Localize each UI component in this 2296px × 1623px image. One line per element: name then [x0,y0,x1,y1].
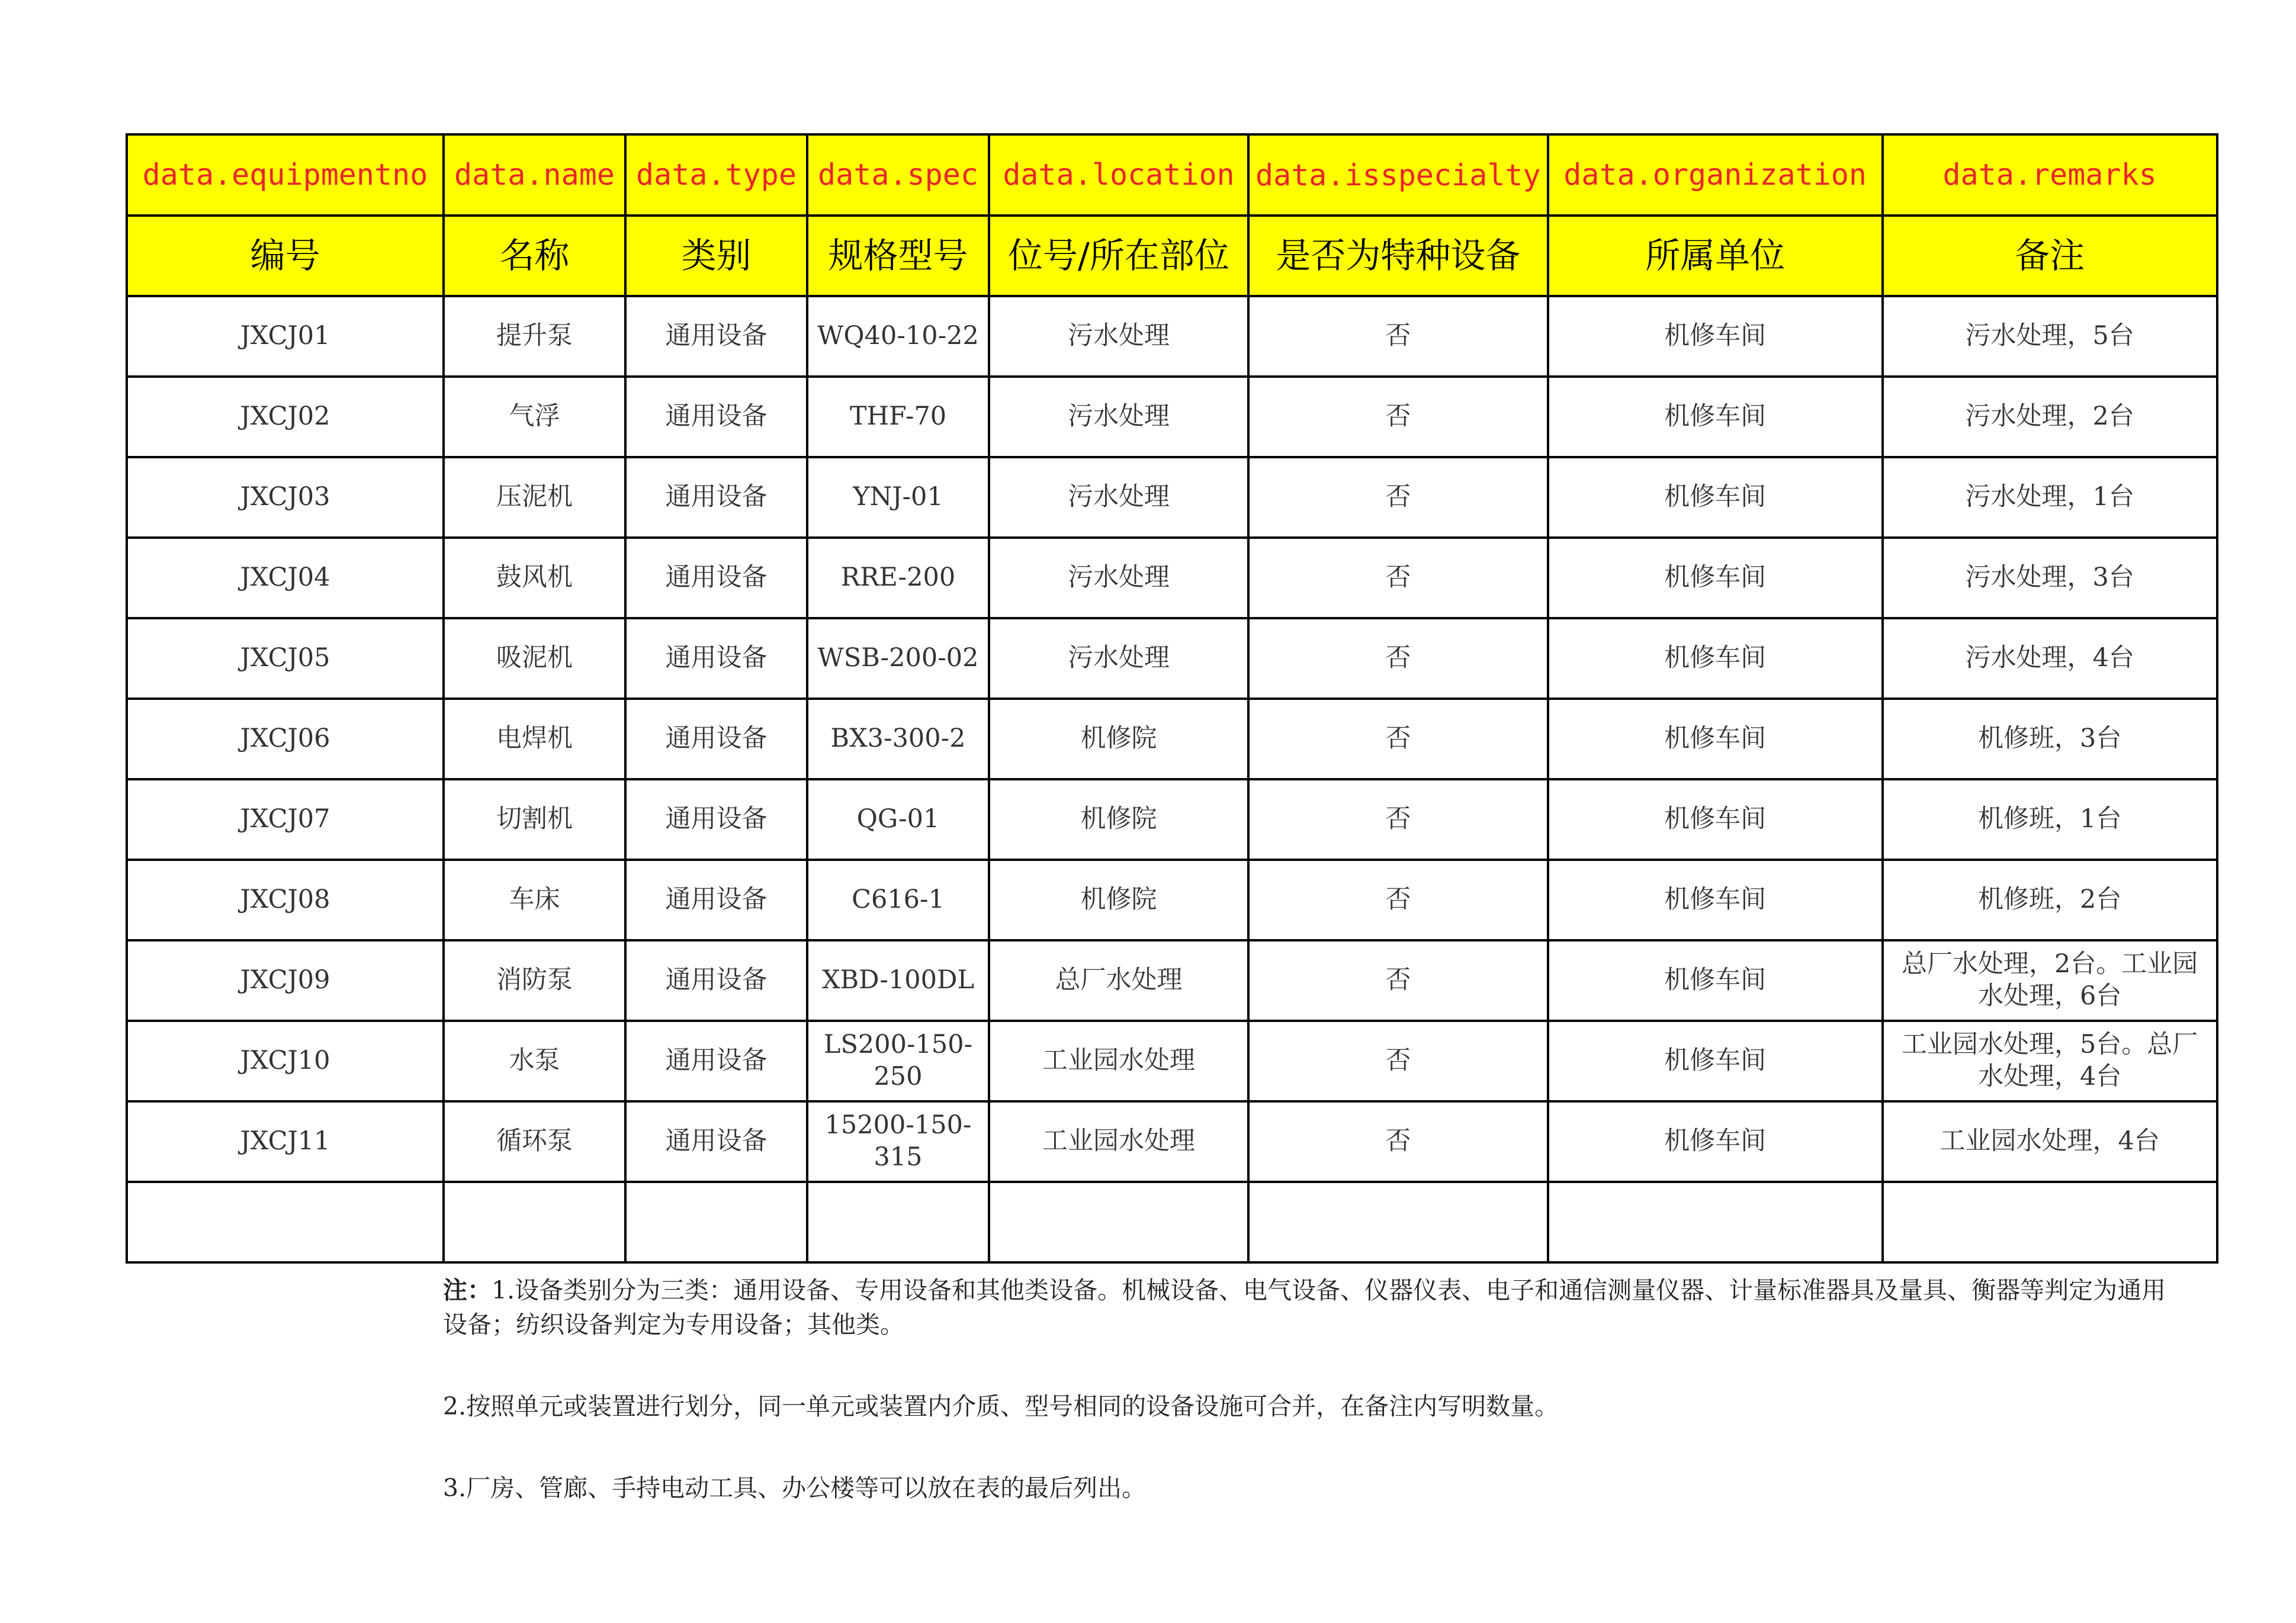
empty-cell[interactable] [625,1182,807,1262]
cell-isspecialty[interactable]: 否 [1248,779,1548,860]
cell-name[interactable]: 消防泵 [444,940,625,1021]
cell-organization[interactable]: 机修车间 [1548,1101,1883,1182]
table-row [127,1021,2217,1101]
cell-isspecialty[interactable]: 否 [1248,296,1548,377]
cell-type[interactable]: 通用设备 [625,296,807,377]
empty-cell[interactable] [1248,1182,1548,1262]
key-cell-type[interactable]: data.type [625,134,807,216]
cell-type[interactable]: 通用设备 [625,457,807,538]
table-row [127,377,2217,457]
cell-organization[interactable]: 机修车间 [1548,377,1883,457]
cell-isspecialty[interactable]: 否 [1248,457,1548,538]
cell-remarks[interactable]: 污水处理，4台 [1883,618,2217,699]
cell-spec[interactable]: YNJ-01 [807,457,989,538]
cell-type[interactable]: 通用设备 [625,860,807,940]
cell-name[interactable]: 气浮 [444,377,625,457]
cell-remarks[interactable]: 工业园水处理，5台。总厂水处理，4台 [1883,1021,2217,1101]
table-row [127,618,2217,699]
cell-spec[interactable]: LS200-150-250 [807,1021,989,1101]
field-key-row [127,134,2217,216]
note-1-text: 1.设备类别分为三类：通用设备、专用设备和其他类设备。机械设备、电气设备、仪器仪表、电子和通信测量仪器、计量标准器具及量具、衡器等判定为通用设备；纺织设备判定为专用设备；其他类。 [443,1276,2166,1339]
cell-isspecialty[interactable]: 否 [1248,699,1548,779]
cell-location[interactable]: 污水处理 [989,457,1248,538]
header-cell-location[interactable]: 位号/所在部位 [989,216,1248,296]
header-row [127,216,2217,296]
cell-remarks[interactable]: 污水处理，3台 [1883,538,2217,618]
cell-spec[interactable]: RRE-200 [807,538,989,618]
cell-name[interactable]: 吸泥机 [444,618,625,699]
cell-type[interactable]: 通用设备 [625,779,807,860]
note-label: 注： [443,1276,492,1304]
cell-isspecialty[interactable]: 否 [1248,860,1548,940]
cell-location[interactable]: 工业园水处理 [989,1021,1248,1101]
cell-equipmentno[interactable]: JXCJ08 [127,860,444,940]
cell-location[interactable]: 总厂水处理 [989,940,1248,1021]
cell-isspecialty[interactable]: 否 [1248,940,1548,1021]
cell-remarks[interactable]: 污水处理，1台 [1883,457,2217,538]
cell-isspecialty[interactable]: 否 [1248,1021,1548,1101]
equipment-table [126,133,2218,1264]
header-cell-type[interactable]: 类别 [625,216,807,296]
empty-cell[interactable] [1883,1182,2217,1262]
cell-equipmentno[interactable]: JXCJ07 [127,779,444,860]
table-row [127,457,2217,538]
cell-type[interactable]: 通用设备 [625,1021,807,1101]
cell-isspecialty[interactable]: 否 [1248,618,1548,699]
empty-cell[interactable] [989,1182,1248,1262]
cell-organization[interactable]: 机修车间 [1548,296,1883,377]
cell-organization[interactable]: 机修车间 [1548,618,1883,699]
cell-remarks[interactable]: 污水处理，5台 [1883,296,2217,377]
table-row [127,860,2217,940]
cell-location[interactable]: 机修院 [989,699,1248,779]
cell-location[interactable]: 机修院 [989,779,1248,860]
cell-name[interactable]: 提升泵 [444,296,625,377]
cell-organization[interactable]: 机修车间 [1548,860,1883,940]
empty-row [127,1182,2217,1262]
header-cell-organization[interactable]: 所属单位 [1548,216,1883,296]
cell-remarks[interactable]: 污水处理，2台 [1883,377,2217,457]
header-cell-remarks[interactable]: 备注 [1883,216,2217,296]
cell-spec[interactable]: QG-01 [807,779,989,860]
cell-organization[interactable]: 机修车间 [1548,699,1883,779]
cell-name[interactable]: 切割机 [444,779,625,860]
cell-location[interactable]: 污水处理 [989,538,1248,618]
empty-cell[interactable] [807,1182,989,1262]
empty-cell[interactable] [127,1182,444,1262]
cell-location[interactable]: 工业园水处理 [989,1101,1248,1182]
cell-name[interactable]: 鼓风机 [444,538,625,618]
cell-organization[interactable]: 机修车间 [1548,940,1883,1021]
key-cell-isspecialty[interactable]: data.isspecialty [1248,134,1548,216]
cell-equipmentno[interactable]: JXCJ11 [127,1101,444,1182]
note-3: 3.厂房、管廊、手持电动工具、办公楼等可以放在表的最后列出。 [443,1474,1147,1502]
cell-spec[interactable]: WSB-200-02 [807,618,989,699]
cell-spec[interactable]: THF-70 [807,377,989,457]
cell-location[interactable]: 污水处理 [989,296,1248,377]
cell-name[interactable]: 水泵 [444,1021,625,1101]
header-cell-number[interactable]: 编号 [127,216,444,296]
cell-equipmentno[interactable]: JXCJ03 [127,457,444,538]
cell-type[interactable]: 通用设备 [625,377,807,457]
table-row [127,940,2217,1021]
cell-organization[interactable]: 机修车间 [1548,1021,1883,1101]
cell-name[interactable]: 压泥机 [444,457,625,538]
cell-equipmentno[interactable]: JXCJ05 [127,618,444,699]
cell-type[interactable]: 通用设备 [625,699,807,779]
cell-type[interactable]: 通用设备 [625,538,807,618]
cell-equipmentno[interactable]: JXCJ04 [127,538,444,618]
table-row [127,699,2217,779]
empty-cell[interactable] [1548,1182,1883,1262]
cell-spec[interactable]: WQ40-10-22 [807,296,989,377]
cell-name[interactable]: 车床 [444,860,625,940]
note-1 [443,1273,2190,1342]
header-cell-isspecialty[interactable]: 是否为特种设备 [1248,216,1548,296]
cell-equipmentno[interactable]: JXCJ10 [127,1021,444,1101]
cell-organization[interactable]: 机修车间 [1548,538,1883,618]
cell-remarks[interactable]: 机修班，3台 [1883,699,2217,779]
empty-cell[interactable] [444,1182,625,1262]
key-cell-spec[interactable]: data.spec [807,134,989,216]
cell-name[interactable]: 电焊机 [444,699,625,779]
cell-remarks[interactable]: 机修班，1台 [1883,779,2217,860]
cell-isspecialty[interactable]: 否 [1248,377,1548,457]
cell-location[interactable]: 污水处理 [989,618,1248,699]
cell-equipmentno[interactable]: JXCJ01 [127,296,444,377]
cell-equipmentno[interactable]: JXCJ02 [127,377,444,457]
cell-name[interactable]: 循环泵 [444,1101,625,1182]
header-cell-spec[interactable]: 规格型号 [807,216,989,296]
cell-remarks[interactable]: 机修班，2台 [1883,860,2217,940]
cell-organization[interactable]: 机修车间 [1548,457,1883,538]
cell-type[interactable]: 通用设备 [625,618,807,699]
note-2: 2.按照单元或装置进行划分，同一单元或装置内介质、型号相同的设备设施可合并，在备注内写明数量。 [443,1392,1559,1420]
key-cell-equipmentno[interactable]: data.equipmentno [127,134,444,216]
cell-spec[interactable]: C616-1 [807,860,989,940]
table-row [127,1101,2217,1182]
notes-section [443,1273,2190,1505]
table-row [127,538,2217,618]
cell-spec[interactable]: XBD-100DL [807,940,989,1021]
cell-location[interactable]: 机修院 [989,860,1248,940]
cell-equipmentno[interactable]: JXCJ06 [127,699,444,779]
header-cell-name[interactable]: 名称 [444,216,625,296]
table-row [127,296,2217,377]
cell-organization[interactable]: 机修车间 [1548,779,1883,860]
table-row [127,779,2217,860]
key-cell-name[interactable]: data.name [444,134,625,216]
cell-type[interactable]: 通用设备 [625,940,807,1021]
cell-equipmentno[interactable]: JXCJ09 [127,940,444,1021]
cell-remarks[interactable]: 工业园水处理，4台 [1883,1101,2217,1182]
key-cell-remarks[interactable]: data.remarks [1883,134,2217,216]
cell-isspecialty[interactable]: 否 [1248,1101,1548,1182]
cell-type[interactable]: 通用设备 [625,1101,807,1182]
cell-spec[interactable]: BX3-300-2 [807,699,989,779]
key-cell-organization[interactable]: data.organization [1548,134,1883,216]
cell-location[interactable]: 污水处理 [989,377,1248,457]
cell-isspecialty[interactable]: 否 [1248,538,1548,618]
key-cell-location[interactable]: data.location [989,134,1248,216]
cell-spec[interactable]: 15200-150-315 [807,1101,989,1182]
cell-remarks[interactable]: 总厂水处理，2台。工业园水处理，6台 [1883,940,2217,1021]
